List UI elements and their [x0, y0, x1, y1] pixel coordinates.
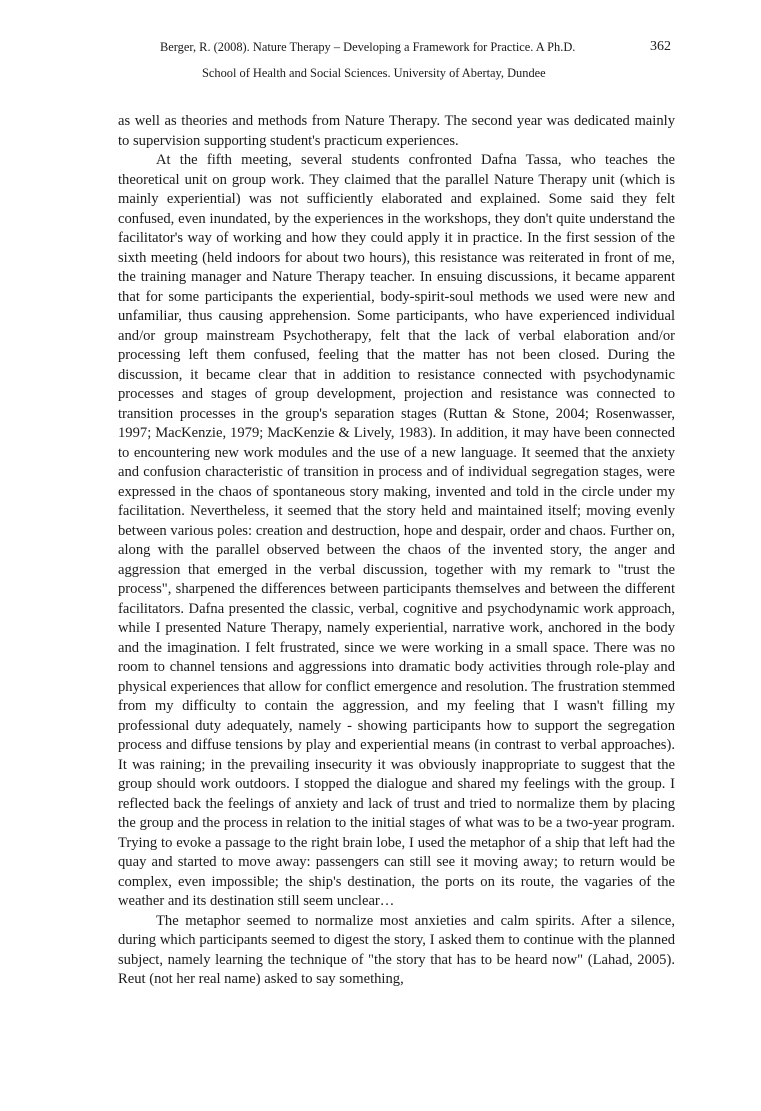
- body-text: [118, 112, 675, 990]
- page-number: 362: [650, 39, 671, 54]
- paragraph-metaphor: The metaphor seemed to normalize most anxieties and calm spirits. After a silence, during which participants seemed to digest the story, I asked them to continue with the planned subject, namely learning the technique of "the story that has to be heard now" (Lahad, 2005). Reut (not her real name) asked to say something,: [118, 912, 675, 987]
- header-institution: School of Health and Social Sciences. University of Abertay, Dundee: [202, 66, 546, 80]
- paragraph-continued: as well as theories and methods from Nature Therapy. The second year was dedicated mainly to supervision supporting student's practicum experiences.: [118, 113, 675, 149]
- paragraph-fifth-meeting: At the fifth meeting, several students confronted Dafna Tassa, who teaches the theoretical unit on group work. They claimed that the parallel Nature Therapy unit (which is mainly experiential) was not sufficiently elaborated and explained. Some said they felt confused, even inundated, by the experiences in the workshops, they don't quite understand the facilitator's way of working and how they could apply it in practice. In the first session of the sixth meeting (held indoors for about two hours), this resistance was reiterated in front of me, the training manager and Nature Therapy teacher. In ensuing discussions, it became apparent that for some participants the experiential, body-spirit-soul methods we used were new and unfamiliar, thus causing apprehension. Some participants, who have experienced individual and/or group mainstream Psychotherapy, felt that the lack of verbal elaboration and/or processing left them confused, feeling that the matter has not been closed. During the discussion, it became clear that in addition to resistance connected with psychodynamic processes and stages of group development, projection and resistance was connected to transition processes in the group's separation stages (Ruttan & Stone, 2004; Rosenwasser, 1997; MacKenzie, 1979; MacKenzie & Lively, 1983). In addition, it may have been connected to encountering new work modules and the use of a new language. It seemed that the anxiety and confusion characteristic of transition in process and of individual segregation stages, were expressed in the chaos of spontaneous story making, invented and told in the circle under my facilitation. Nevertheless, it seemed that the story held and maintained itself; moving evenly between various poles: creation and destruction, hope and despair, order and chaos. Further on, along with the parallel observed between the chaos of the invented story, the anger and aggression that emerged in the verbal discussion, together with my remark to "trust the process", sharpened the differences between participants themselves and between the different facilitators. Dafna presented the classic, verbal, cognitive and psychodynamic work approach, while I presented Nature Therapy, namely experiential, narrative work, anchored in the body and the imagination. I felt frustrated, since we were working in a small space. There was no room to channel tensions and aggressions into dramatic body activities through role-play and physical experiences that allow for conflict emergence and resolution. The frustration stemmed from my difficulty to contain the aggression, and my feeling that I wasn't filling my professional duty adequately, namely - showing participants how to support the segregation process and diffuse tensions by play and experiential means (in contrast to verbal approaches). It was raining; in the prevailing insecurity it was obviously inappropriate to suggest that the group should work outdoors. I stopped the dialogue and shared my feelings with the group. I reflected back the feelings of anxiety and lack of trust and tried to normalize them by placing the group and the process in relation to the initial stages of what was to be a two-year program. Trying to evoke a passage to the right brain lobe, I used the metaphor of a ship that left had the quay and started to move away: passengers can still see it moving away; to return would be complex, even impossible; the ship's destination, the ports on its route, the vagaries of the weather and its destination still seem unclear…: [118, 152, 675, 909]
- header-citation: Berger, R. (2008). Nature Therapy – Developing a Framework for Practice. A Ph.D.: [160, 40, 576, 54]
